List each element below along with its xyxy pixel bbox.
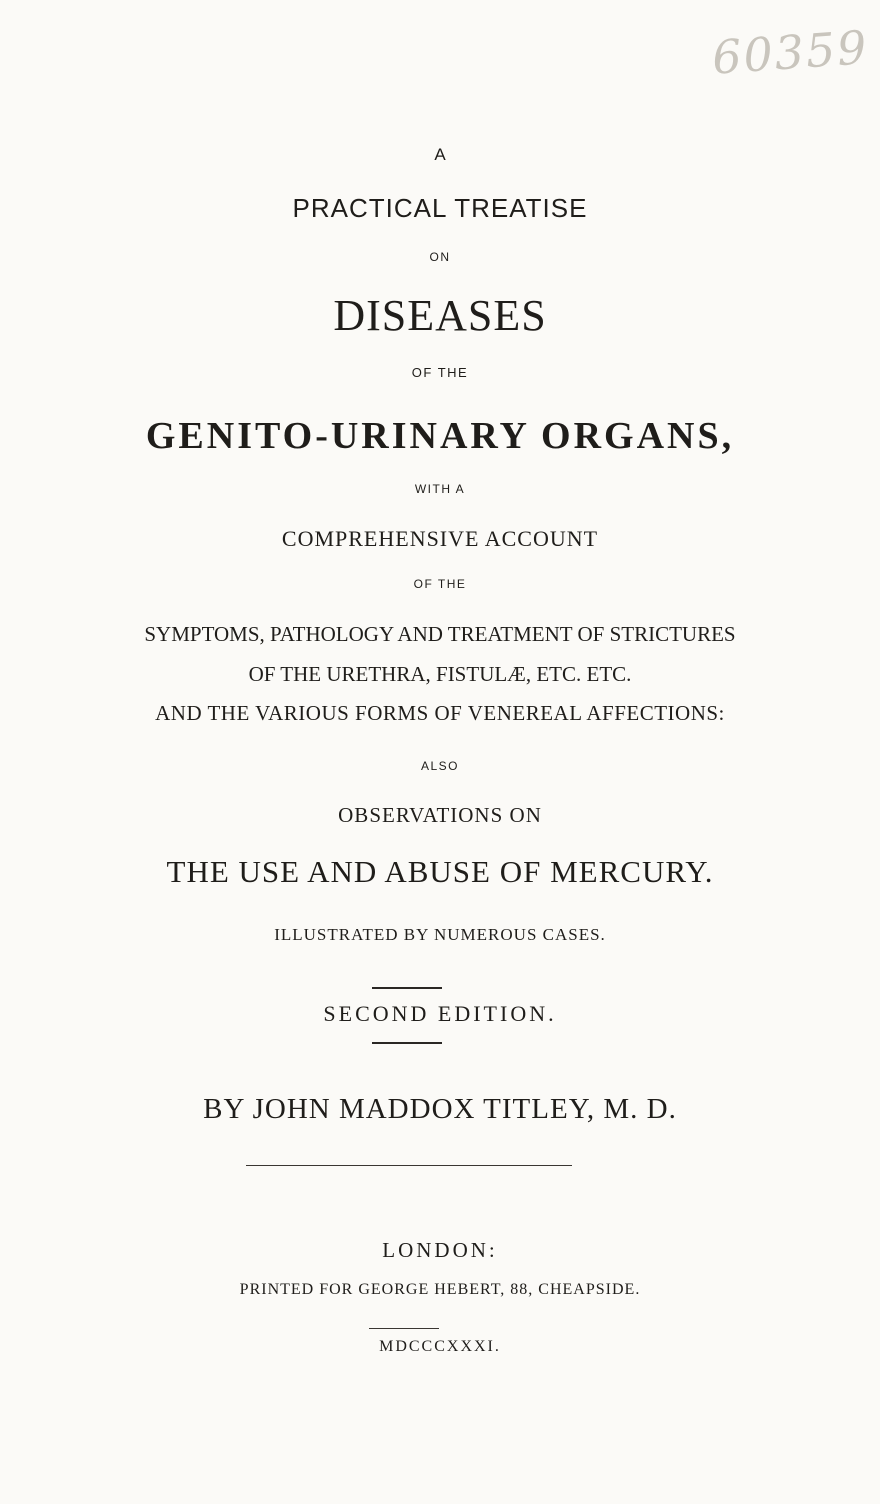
title-urethra-line: OF THE URETHRA, FISTULÆ, ETC. ETC. xyxy=(248,662,632,686)
title-of-the-1: OF THE xyxy=(411,365,469,380)
title-observations-on: OBSERVATIONS ON xyxy=(338,803,542,827)
title-of-the-2: OF THE xyxy=(413,577,467,591)
title-symptoms-line: SYMPTOMS, PATHOLOGY AND TREATMENT OF STRICTURES xyxy=(144,622,736,646)
title-venereal-line: AND THE VARIOUS FORMS OF VENEREAL AFFECTIONS: xyxy=(155,701,725,725)
imprint-date: MDCCCXXXI. xyxy=(379,1338,501,1355)
edition: SECOND EDITION. xyxy=(323,1001,557,1026)
title-comprehensive-account: COMPREHENSIVE ACCOUNT xyxy=(281,526,599,551)
title-genito-urinary-organs: GENITO-URINARY ORGANS, xyxy=(145,415,735,457)
title-diseases: DISEASES xyxy=(333,291,547,340)
title-article: A xyxy=(434,145,446,164)
title-practical-treatise: PRACTICAL TREATISE xyxy=(292,193,588,223)
title-illustrated: ILLUSTRATED BY NUMEROUS CASES. xyxy=(274,925,606,944)
title-also: ALSO xyxy=(420,759,459,773)
title-with-a: WITH A xyxy=(414,482,466,496)
rule-above-date xyxy=(369,1328,439,1329)
title-on: ON xyxy=(429,250,451,264)
rule-below-edition xyxy=(372,1042,442,1044)
imprint-printer: PRINTED FOR GEORGE HEBERT, 88, CHEAPSIDE. xyxy=(239,1281,641,1298)
rule-above-edition xyxy=(372,987,442,989)
imprint-city: LONDON: xyxy=(382,1238,498,1262)
title-mercury: THE USE AND ABUSE OF MERCURY. xyxy=(166,854,714,889)
rule-above-imprint xyxy=(246,1165,572,1166)
handwritten-shelfmark: 60359 xyxy=(710,20,870,85)
author: BY JOHN MADDOX TITLEY, M. D. xyxy=(203,1093,677,1125)
